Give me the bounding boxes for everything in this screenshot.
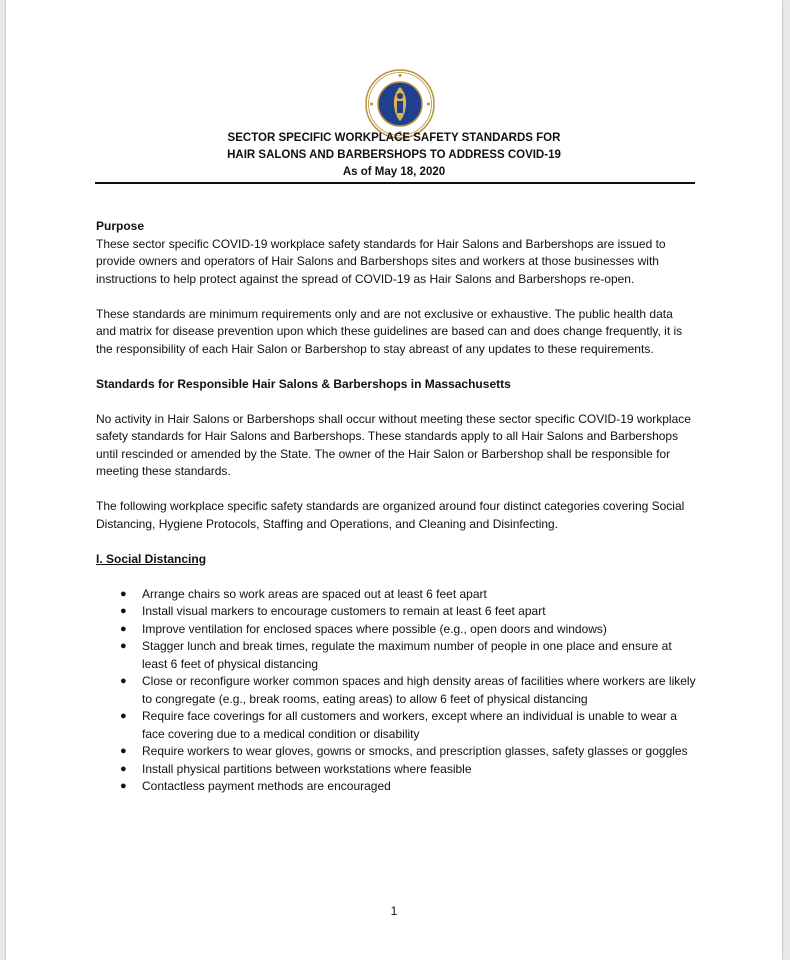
bullet-icon: ● [120, 622, 127, 635]
page-number: 1 [390, 904, 398, 918]
bullet-text: Require face coverings for all customers and workers, except where an individual is unable to wear a face covering due to a medical condition or disability [142, 709, 677, 741]
bullet-icon: ● [120, 640, 127, 652]
bullet-text: Stagger lunch and break times, regulate the maximum number of people in one place and ensure at least 6 feet of physical distancing [142, 639, 672, 671]
purpose-paragraph-1: These sector specific COVID-19 workplace safety standards for Hair Salons and Barbershops are issued to provide owners and operators of Hair Salons and Barbershops sites and workers at those businesses with instructions to help protect against the spread of COVID-19 as Hair Salons and Barbershops re-open. [96, 236, 666, 286]
standards-heading: Standards for Responsible Hair Salons & Barbershops in Massachusetts [96, 376, 511, 391]
bullet-item [96, 621, 696, 639]
bullet-item [96, 586, 696, 604]
document-body [96, 218, 696, 796]
bullet-item [96, 743, 696, 761]
bullet-icon: ● [120, 675, 127, 687]
bullet-icon: ● [120, 710, 127, 722]
purpose-paragraph-2: These standards are minimum requirements only and are not exclusive or exhaustive. The public health data and matrix for disease prevention upon which these guidelines are based can and does change frequently, it is the responsibility of each Hair Salon or Barbershop to stay abreast of any updates to these requirements. [96, 306, 683, 356]
bullet-icon: ● [120, 745, 127, 757]
bullet-text: Improve ventilation for enclosed spaces where possible (e.g., open doors and windows) [142, 621, 607, 636]
bullet-text: Install physical partitions between workstations where feasible [142, 761, 472, 776]
bullet-text: Contactless payment methods are encouraged [142, 779, 391, 793]
social-distancing-list [96, 586, 696, 796]
bullet-icon: ● [120, 762, 127, 775]
bullet-icon: ● [120, 605, 127, 617]
social-distancing-heading: I. Social Distancing [96, 551, 207, 566]
bullet-text: Arrange chairs so work areas are spaced out at least 6 feet apart [142, 586, 487, 601]
bullet-item [96, 778, 696, 796]
standards-paragraph-2: The following workplace specific safety standards are organized around four distinct categories covering Social Distancing, Hygiene Protocols, Staffing and Operations, and Cleaning and Disinfecting. [96, 499, 685, 531]
document-header [6, 130, 782, 181]
purpose-heading: Purpose [96, 219, 145, 233]
header-divider [95, 182, 695, 184]
header-date: As of May 18, 2020 [342, 166, 446, 178]
bullet-icon: ● [120, 780, 127, 792]
bullet-text: Close or reconfigure worker common spaces and high density areas of facilities where workers are likely to congregate (e.g., break rooms, eating areas) to allow 6 feet of physical distancing [142, 674, 696, 706]
header-line-1: SECTOR SPECIFIC WORKPLACE SAFETY STANDARDS FOR [227, 132, 561, 144]
bullet-text: Install visual markers to encourage customers to remain at least 6 feet apart [142, 604, 546, 618]
bullet-item [96, 638, 696, 673]
bullet-icon: ● [120, 587, 127, 600]
bullet-text: Require workers to wear gloves, gowns or smocks, and prescription glasses, safety glasses or goggles [142, 744, 688, 758]
bullet-item [96, 673, 696, 708]
standards-paragraph-1: No activity in Hair Salons or Barbershops shall occur without meeting these sector specific COVID-19 workplace safety standards for Hair Salons and Barbershops. These standards apply to all Hair Salons and Barbershops until rescinded or amended by the State. The owner of the Hair Salon or Barbershop shall be responsible for meeting these standards. [96, 411, 691, 478]
header-line-2: HAIR SALONS AND BARBERSHOPS TO ADDRESS COVID-19 [227, 149, 561, 161]
bullet-item [96, 603, 696, 621]
document-page [6, 0, 782, 960]
bullet-item [96, 761, 696, 779]
bullet-item [96, 708, 696, 743]
